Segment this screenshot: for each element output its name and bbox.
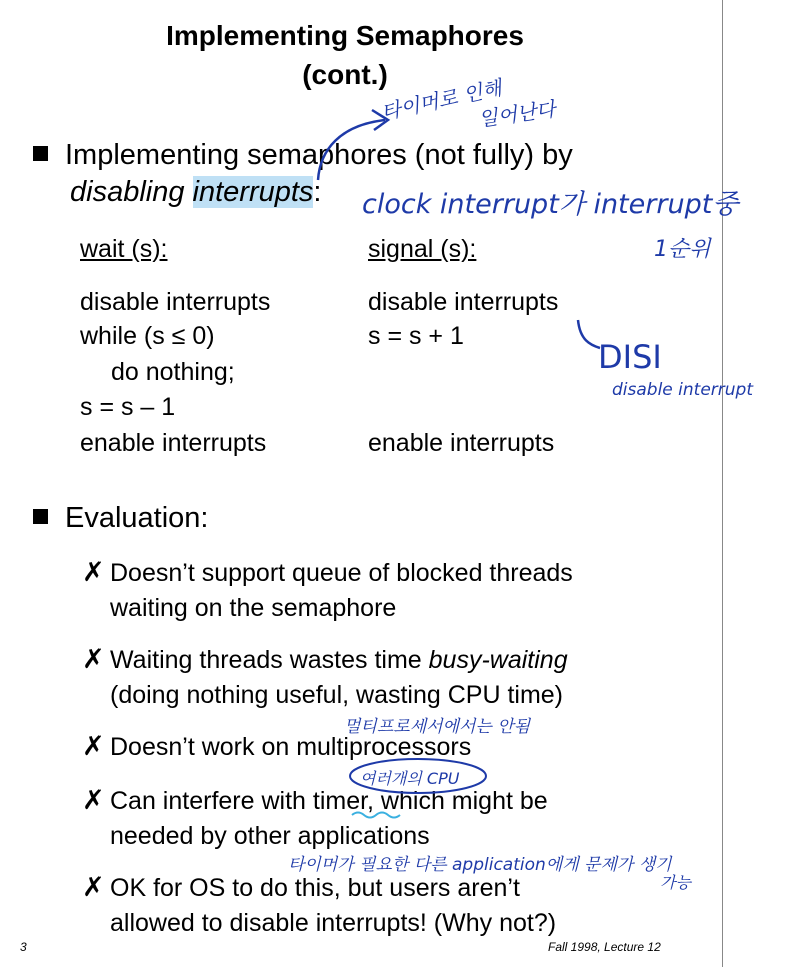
note-disi: DISI	[598, 338, 662, 376]
slide-title-line1: Implementing Semaphores	[166, 20, 524, 51]
x-mark-icon: ✗	[82, 731, 105, 762]
eval-item-1-line2: waiting on the semaphore	[110, 594, 397, 622]
timer-squiggle	[352, 813, 400, 818]
eval-item-2-line1: Waiting threads wastes time	[110, 646, 429, 674]
lecture-footer: Fall 1998, Lecture 12	[548, 940, 661, 954]
eval-item-4-line1: Can interfere with timer, which might be	[110, 787, 548, 815]
x-mark-icon: ✗	[82, 872, 105, 903]
x-mark-icon: ✗	[82, 644, 105, 675]
signal-header: signal (s):	[368, 235, 477, 263]
signal-line-2: s = s + 1	[368, 322, 464, 350]
note-priority: 1순위	[654, 237, 711, 262]
eval-item-2-line2: (doing nothing useful, wasting CPU time)	[110, 681, 564, 709]
slide-title-line2: (cont.)	[302, 59, 388, 90]
note-multiprocessor-korean: 멀티프로세서에서는 안됨	[344, 717, 531, 737]
wait-header: wait (s):	[80, 235, 168, 263]
note-clock-interrupt: clock interrupt가 interrupt중	[362, 189, 739, 220]
evaluation-header: Evaluation:	[65, 502, 209, 534]
note-timer-application: 타이머가 필요한 다른 application에게 문제가 생기	[288, 855, 672, 875]
note-timer-korean: 타이머로 인해	[379, 75, 504, 125]
eval-item-4-line2: needed by other applications	[110, 822, 430, 850]
signal-line-3: enable interrupts	[368, 429, 555, 457]
wait-line-5: enable interrupts	[80, 429, 267, 457]
italic-disabling: disabling	[70, 176, 193, 208]
x-mark-icon: ✗	[82, 785, 105, 816]
wait-line-2: while (s ≤ 0)	[80, 322, 215, 350]
eval-item-3-line1: Doesn’t work on multiprocessors	[110, 733, 472, 761]
note-occurs-korean: 일어난다	[476, 96, 557, 132]
highlighted-interrupts: interrupts	[192, 176, 314, 208]
x-mark-icon: ✗	[82, 557, 105, 588]
eval-item-1-line1: Doesn’t support queue of blocked threads	[110, 559, 573, 587]
note-disable-interrupt: disable interrupt	[612, 380, 753, 400]
note-cpu: 여러개의 CPU	[360, 769, 460, 788]
eval-item-5-line1: OK for OS to do this, but users aren’t	[110, 874, 520, 902]
italic-busy-waiting: busy-waiting	[428, 646, 568, 674]
signal-line-1: disable interrupts	[368, 288, 559, 316]
wait-line-3: do nothing;	[111, 358, 235, 386]
wait-line-1: disable interrupts	[80, 288, 271, 316]
wait-line-4: s = s – 1	[80, 393, 176, 421]
bullet-text-line1: Implementing semaphores (not fully) by	[65, 139, 573, 171]
eval-item-5-line2: allowed to disable interrupts! (Why not?)	[110, 909, 557, 937]
note-possible: 가능	[660, 873, 691, 892]
colon: :	[313, 176, 322, 208]
page-number: 3	[20, 940, 27, 954]
hook-stroke	[578, 320, 600, 348]
